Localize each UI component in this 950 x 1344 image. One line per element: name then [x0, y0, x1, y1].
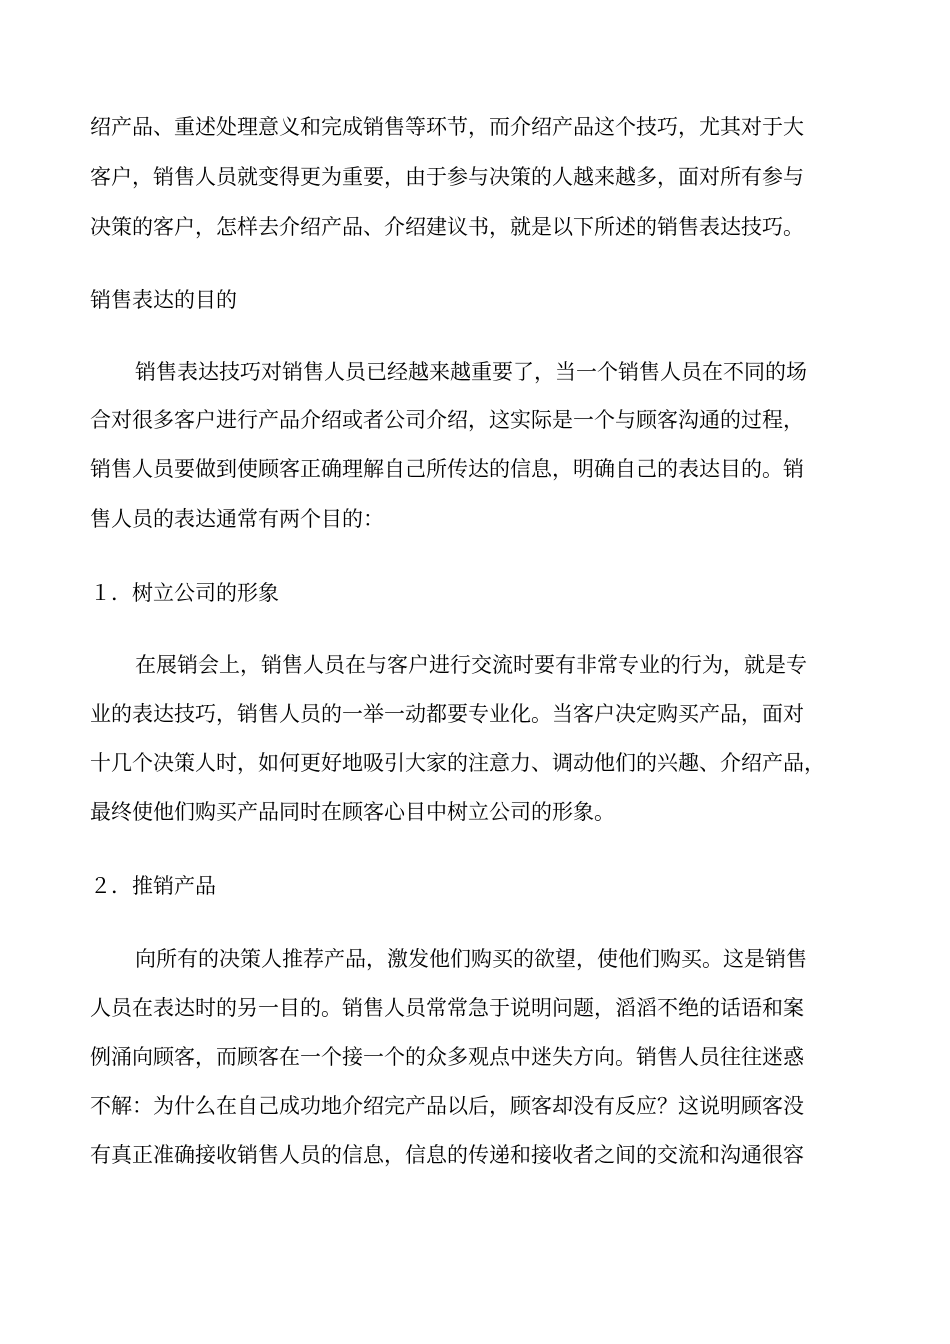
paragraph-line: 销售人员要做到使顾客正确理解自己所传达的信息，明确自己的表达目的。销 — [90, 457, 804, 481]
section-heading: 销售表达的目的 — [90, 288, 237, 312]
paragraph-line: 不解：为什么在自己成功地介绍完产品以后，顾客却没有反应？这说明顾客没 — [90, 1094, 804, 1118]
paragraph-line: 人员在表达时的另一目的。销售人员常常急于说明问题，滔滔不绝的话语和案 — [90, 996, 804, 1020]
paragraph-line: 合对很多客户进行产品介绍或者公司介绍，这实际是一个与顾客沟通的过程， — [90, 408, 804, 432]
paragraph-line: 在展销会上，销售人员在与客户进行交流时要有非常专业的行为，就是专 — [135, 653, 807, 677]
paragraph-line: 决策的客户，怎样去介绍产品、介绍建议书，就是以下所述的销售表达技巧。 — [90, 215, 804, 239]
paragraph-line: 业的表达技巧，销售人员的一举一动都要专业化。当客户决定购买产品，面对 — [90, 702, 804, 726]
paragraph-line: 有真正准确接收销售人员的信息，信息的传递和接收者之间的交流和沟通很容 — [90, 1143, 804, 1167]
paragraph-line: 客户，销售人员就变得更为重要，由于参与决策的人越来越多，面对所有参与 — [90, 165, 804, 189]
paragraph-line: 售人员的表达通常有两个目的： — [90, 507, 384, 531]
paragraph-line: 绍产品、重述处理意义和完成销售等环节，而介绍产品这个技巧，尤其对于大 — [90, 115, 804, 139]
paragraph-line: 向所有的决策人推荐产品，激发他们购买的欲望，使他们购买。这是销售 — [135, 947, 807, 971]
paragraph-line: 最终使他们购买产品同时在顾客心目中树立公司的形象。 — [90, 800, 615, 824]
paragraph-line: 十几个决策人时，如何更好地吸引大家的注意力、调动他们的兴趣、介绍产品， — [90, 751, 825, 775]
section-heading: １．树立公司的形象 — [90, 581, 279, 605]
paragraph-line: 例涌向顾客，而顾客在一个接一个的众多观点中迷失方向。销售人员往往迷惑 — [90, 1045, 804, 1069]
section-heading: ２．推销产品 — [90, 874, 216, 898]
paragraph-line: 销售表达技巧对销售人员已经越来越重要了，当一个销售人员在不同的场 — [135, 360, 807, 384]
